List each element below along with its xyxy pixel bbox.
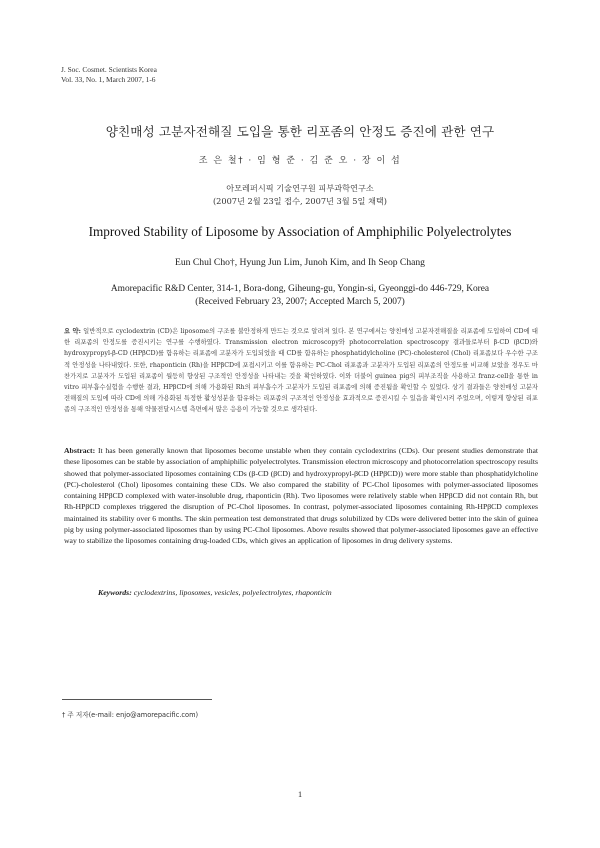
english-abstract: [64, 445, 538, 547]
footnote-divider: [62, 699, 212, 700]
keywords-label: Keywords:: [98, 588, 132, 597]
korean-authors: 조 은 철† · 임 형 준 · 김 준 오 · 장 이 섭: [198, 156, 402, 166]
korean-abstract-label: 요 약:: [64, 328, 81, 335]
korean-affiliation-block: [0, 182, 600, 208]
keywords: [98, 588, 332, 597]
journal-name: J. Soc. Cosmet. Scientists Korea: [61, 65, 157, 74]
keywords-text: cyclodextrins, liposomes, vesicles, polyelectrolytes, rhaponticin: [133, 588, 332, 597]
korean-affiliation: 아모레퍼시픽 기술연구원 피부과학연구소: [226, 183, 374, 193]
korean-dates: (2007년 2월 23일 접수, 2007년 3월 5일 채택): [212, 196, 388, 206]
english-affiliation-block: [0, 283, 600, 309]
english-title: Improved Stability of Liposome by Association of Amphiphilic Polyelectrolytes: [88, 224, 512, 239]
english-abstract-label: Abstract:: [64, 446, 96, 455]
english-authors: Eun Chul Cho†, Hyung Jun Lim, Junoh Kim, and Ih Seop Chang: [175, 257, 425, 268]
korean-title: 양친매성 고분자전해질 도입을 통한 리포좀의 안정도 증진에 관한 연구: [105, 124, 495, 139]
korean-abstract: [64, 326, 538, 416]
english-abstract-text: It has been generally known that liposomes become unstable when they contain cyclodextrins (CDs). Our present studies demonstrate that these liposomes can be stable by association of amphiphilic polyelectrolytes. Transmission electron microscopy and photocorrelation spectroscopy results showed that polymer-associated liposomes containing CDs (β-CD (βCD) and hydroxypropyl-βCD (HPβCD)) were more stable than phosphatidylcholine (PC)-cholesterol (Chol) liposomes containing these CDs. We also compared the stability of PC-Chol liposomes with polymer-associated liposomes containing HPβCD complexed with water-insoluble drug, rhaponticin (Rh). Two liposomes were relatively stable when HPβCD did not contain Rh, but Rh-HPβCD complexes triggered the disruption of PC-Chol liposomes. In contrast, polymer-associated liposomes containing Rh-HPβCD complexes maintained its stability over 6 months. The skin permeation test demonstrated that drugs solubilized by CDs were delivered better into the skin of guinea pig by using polymer-associated liposomes than by using PC-Chol liposomes. Above results showed that polymer-associated liposomes gave an effective way to stabilize the liposomes containing drug-loaded CDs, which gives an application of liposomes in drug delivery systems.: [64, 446, 538, 546]
english-affiliation: Amorepacific R&D Center, 314-1, Bora-dong, Giheung-gu, Yongin-si, Gyeonggi-do 446-729, Korea: [110, 284, 490, 294]
footnote: † 주 저자(e-mail: enjo@amorepacific.com): [62, 711, 199, 719]
korean-abstract-text: 일반적으로 cyclodextrin (CD)은 liposome의 구조를 불안정하게 만드는 것으로 알려져 있다. 본 연구에서는 양친매성 고분자전해질을 리포좀에 도입하여 CD에 대한 리포좀의 안정도를 증진시키는 연구를 수행하였다. Transmission electron microscopy와 photocorrelation spectroscopy 결과들로부터 β-CD (βCD)와 hydroxypropyl-β-CD (HPβCD)를 함유하는 리포좀에 고분자가 도입되었을 때 CD를 함유하는 phosphatidylcholine (PC)-cholesterol (Chol) 리포좀보다 우수한 구조적 안정성을 나타내었다. 또한, rhaponticin (Rh)을 HPβCD에 포접시키고 이를 함유하는 PC-Chol 리포좀과 고분자가 도입된 리포좀의 안정도를 비교해 보았을 경우도 마찬가지로 고분자가 도입된 리포좀이 월등히 향상된 구조적인 안정성을 나타내는 것을 확인하였다. 이와 더불어 guinea pig의 피부조직을 사용하고 franz-cell을 통한 in vitro 피부흡수실험을 수행한 결과, HPβCD에 의해 가용화된 Rh의 피부흡수가 고분자가 도입된 리포좀에 의해 증진됨을 확인할 수 있었다. 상기 결과들은 양친매성 고분자 전해질의 도입에 따라 CD에 의해 가용화된 특정한 활성성분을 함유하는 리포좀의 구조적인 안정성을 효과적으로 증진시킬 수 있음을 확인시켜 주었으며, 이렇게 향상된 리포좀의 구조적인 안정성을 통해 약물전달시스템 측면에서 많은 응용이 가능할 것으로 생각된다.: [64, 328, 538, 414]
english-dates: (Received February 23, 2007; Accepted March 5, 2007): [195, 297, 405, 307]
page-number: 1: [297, 790, 303, 799]
journal-volume: Vol. 33, No. 1, March 2007, 1-6: [61, 75, 156, 84]
journal-citation: [61, 65, 157, 85]
